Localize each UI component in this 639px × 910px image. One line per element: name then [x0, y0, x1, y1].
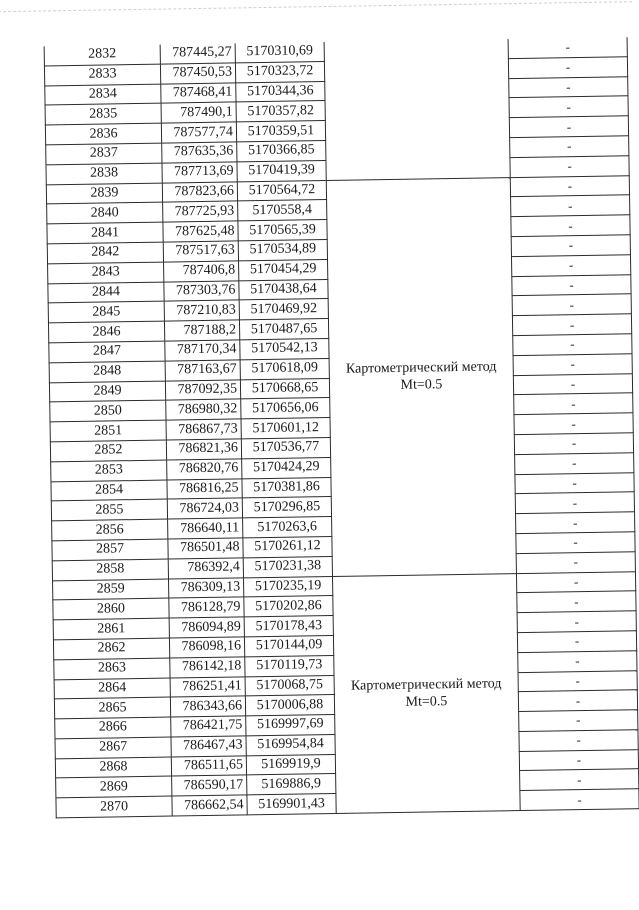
method-cell-empty	[324, 39, 510, 180]
coordinate-y-cell: 5170668,65	[240, 378, 329, 399]
point-number-cell: 2834	[45, 84, 161, 106]
point-number-cell: 2833	[44, 64, 160, 86]
point-number-cell: 2867	[55, 737, 171, 759]
note-cell: -	[516, 571, 635, 593]
coordinates-table	[44, 37, 639, 818]
coordinate-x-cell: 786821,36	[166, 439, 241, 460]
note-cell: -	[512, 294, 631, 316]
coordinate-x-cell: 787450,53	[160, 63, 235, 84]
point-number-cell: 2836	[45, 123, 161, 145]
point-number-cell: 2838	[46, 163, 162, 185]
point-number-cell: 2837	[46, 143, 162, 165]
note-cell: -	[512, 314, 631, 336]
coordinate-y-cell: 5170323,72	[235, 61, 324, 82]
point-number-cell: 2864	[54, 678, 170, 700]
coordinate-x-cell: 786251,41	[170, 676, 245, 697]
note-cell: -	[508, 57, 627, 79]
point-number-cell: 2841	[47, 222, 163, 244]
coordinate-y-cell: 5170536,77	[241, 437, 330, 458]
coordinate-x-cell: 787406,8	[164, 261, 239, 282]
coordinate-x-cell: 786867,73	[166, 419, 241, 440]
coordinate-y-cell: 5170366,85	[237, 141, 326, 162]
coordinate-x-cell: 786662,54	[172, 795, 247, 816]
note-cell: -	[516, 551, 635, 573]
note-cell: -	[514, 413, 633, 435]
coordinate-y-cell: 5170419,39	[237, 160, 326, 181]
note-cell: -	[517, 631, 636, 653]
method-name: Картометрический метод	[350, 676, 502, 694]
note-cell: -	[520, 789, 639, 811]
coordinate-x-cell: 786590,17	[172, 775, 247, 796]
coordinate-x-cell: 787445,27	[160, 43, 235, 63]
point-number-cell: 2852	[50, 440, 166, 462]
note-cell: -	[509, 116, 628, 138]
coordinate-y-cell: 5170487,65	[239, 319, 328, 340]
note-cell: -	[509, 96, 628, 118]
coordinate-x-cell: 787303,76	[164, 280, 239, 301]
point-number-cell: 2869	[56, 777, 172, 799]
coordinate-y-cell: 5170438,64	[239, 279, 328, 300]
coordinate-x-cell: 787092,35	[165, 379, 240, 400]
point-number-cell: 2870	[56, 796, 172, 818]
coordinate-x-cell: 787490,1	[161, 102, 236, 123]
coordinate-x-cell: 787725,93	[163, 201, 238, 222]
coordinate-x-cell: 786501,48	[168, 538, 243, 559]
coordinate-x-cell: 787625,48	[163, 221, 238, 242]
point-number-cell: 2854	[51, 480, 167, 502]
coordinate-x-cell: 787577,74	[161, 122, 236, 143]
point-number-cell: 2860	[53, 598, 169, 620]
point-number-cell: 2843	[48, 262, 164, 284]
method-cell	[326, 177, 516, 576]
point-number-cell: 2851	[50, 420, 166, 442]
coordinate-x-cell: 786309,13	[168, 577, 243, 598]
note-cell: -	[511, 215, 630, 237]
coordinate-x-cell: 786094,89	[169, 617, 244, 638]
note-cell: -	[511, 195, 630, 217]
point-number-cell: 2862	[53, 638, 169, 660]
point-number-cell: 2861	[53, 618, 169, 640]
coordinate-y-cell: 5170119,73	[245, 655, 334, 676]
coordinate-y-cell: 5170144,09	[244, 635, 333, 656]
coordinate-y-cell: 5170564,72	[237, 180, 326, 201]
point-number-cell: 2842	[47, 242, 163, 264]
point-number-cell: 2857	[52, 539, 168, 561]
coordinate-y-cell: 5170310,69	[235, 42, 324, 63]
note-cell: -	[520, 769, 639, 791]
note-cell: -	[510, 136, 629, 158]
coordinate-x-cell: 786142,18	[170, 657, 245, 678]
note-cell: -	[513, 373, 632, 395]
note-cell: -	[515, 492, 634, 514]
note-cell: -	[511, 235, 630, 257]
note-cell: -	[516, 512, 635, 534]
coordinate-y-cell: 5170558,4	[238, 200, 327, 221]
coordinate-x-cell: 786343,66	[170, 696, 245, 717]
note-cell: -	[515, 472, 634, 494]
coordinate-x-cell: 787210,83	[164, 300, 239, 321]
method-cell	[332, 573, 520, 813]
coordinate-y-cell: 5170454,29	[239, 259, 328, 280]
coordinates-table-body	[44, 37, 639, 818]
coordinate-y-cell: 5169886,9	[247, 774, 336, 795]
note-cell: -	[509, 76, 628, 98]
coordinate-y-cell: 5170344,36	[236, 81, 325, 102]
coordinate-y-cell: 5170068,75	[245, 675, 334, 696]
point-number-cell: 2846	[48, 321, 164, 343]
coordinate-x-cell: 786820,76	[167, 459, 242, 480]
point-number-cell: 2853	[51, 460, 167, 482]
coordinate-y-cell: 5170006,88	[245, 695, 334, 716]
coordinate-y-cell: 5169954,84	[246, 734, 335, 755]
note-cell: -	[517, 611, 636, 633]
coordinate-y-cell: 5170178,43	[244, 616, 333, 637]
method-name: Картометрический метод	[345, 359, 497, 377]
note-cell: -	[514, 433, 633, 455]
coordinate-y-cell: 5170235,19	[243, 576, 332, 597]
note-cell: -	[518, 650, 637, 672]
coordinate-y-cell: 5170359,51	[236, 121, 325, 142]
point-number-cell: 2835	[45, 104, 161, 126]
point-number-cell: 2863	[54, 658, 170, 680]
coordinate-x-cell: 787823,66	[162, 182, 237, 203]
note-cell: -	[518, 690, 637, 712]
note-cell: -	[515, 452, 634, 474]
point-number-cell: 2839	[46, 183, 162, 205]
coordinate-x-cell: 786098,16	[169, 637, 244, 658]
coordinate-x-cell: 787635,36	[162, 142, 237, 163]
top-scan-edge	[0, 1, 632, 13]
coordinate-x-cell: 787170,34	[165, 340, 240, 361]
coordinate-y-cell: 5170263,6	[243, 517, 332, 538]
coordinate-x-cell: 787713,69	[162, 162, 237, 183]
method-accuracy: Mt=0.5	[405, 693, 448, 710]
coordinate-y-cell: 5170565,39	[238, 220, 327, 241]
coordinate-y-cell: 5170296,85	[242, 497, 331, 518]
coordinate-y-cell: 5170469,92	[239, 299, 328, 320]
point-number-cell: 2858	[52, 559, 168, 581]
note-cell: -	[513, 334, 632, 356]
note-cell: -	[516, 532, 635, 554]
coordinate-y-cell: 5169997,69	[246, 715, 335, 736]
point-number-cell: 2832	[44, 45, 160, 66]
note-cell: -	[517, 591, 636, 613]
coordinate-x-cell: 786816,25	[167, 478, 242, 499]
note-cell: -	[513, 353, 632, 375]
note-cell: -	[510, 156, 629, 178]
method-accuracy: Mt=0.5	[400, 377, 443, 393]
coordinate-x-cell: 786640,11	[168, 518, 243, 539]
point-number-cell: 2849	[49, 381, 165, 403]
point-number-cell: 2865	[54, 697, 170, 719]
note-cell: -	[510, 175, 629, 197]
note-cell: -	[519, 749, 638, 771]
coordinate-y-cell: 5170202,86	[244, 596, 333, 617]
coordinate-y-cell: 5170601,12	[241, 418, 330, 439]
coordinate-x-cell: 786980,32	[166, 399, 241, 420]
point-number-cell: 2868	[55, 757, 171, 779]
point-number-cell: 2840	[47, 202, 163, 224]
coordinate-y-cell: 5170534,89	[238, 239, 327, 260]
coordinate-y-cell: 5170424,29	[242, 457, 331, 478]
coordinate-x-cell: 787188,2	[164, 320, 239, 341]
coordinate-y-cell: 5170656,06	[241, 398, 330, 419]
coordinate-x-cell: 787163,67	[165, 360, 240, 381]
note-cell: -	[512, 274, 631, 296]
coordinate-x-cell: 786421,75	[171, 716, 246, 737]
point-number-cell: 2845	[48, 301, 164, 323]
coordinate-x-cell: 787517,63	[163, 241, 238, 262]
coordinate-y-cell: 5170618,09	[240, 358, 329, 379]
point-number-cell: 2859	[53, 579, 169, 601]
coordinate-x-cell: 787468,41	[161, 83, 236, 104]
coordinate-y-cell: 5170261,12	[243, 536, 332, 557]
point-number-cell: 2850	[50, 400, 166, 422]
coordinate-x-cell: 786392,4	[168, 558, 243, 579]
point-number-cell: 2848	[49, 361, 165, 383]
coordinate-x-cell: 786128,79	[169, 597, 244, 618]
point-number-cell: 2847	[49, 341, 165, 363]
note-cell: -	[519, 730, 638, 752]
point-number-cell: 2855	[51, 499, 167, 521]
coordinate-x-cell: 786724,03	[167, 498, 242, 519]
note-cell: -	[514, 393, 633, 415]
note-cell: -	[508, 37, 627, 58]
note-cell: -	[519, 710, 638, 732]
coordinate-y-cell: 5170231,38	[243, 556, 332, 577]
point-number-cell: 2856	[52, 519, 168, 541]
note-cell: -	[511, 255, 630, 277]
coordinate-y-cell: 5170357,82	[236, 101, 325, 122]
coordinate-y-cell: 5170381,86	[242, 477, 331, 498]
coordinate-y-cell: 5170542,13	[240, 338, 329, 359]
point-number-cell: 2844	[48, 282, 164, 304]
note-cell: -	[518, 670, 637, 692]
coordinate-y-cell: 5169901,43	[247, 794, 336, 815]
coordinate-x-cell: 786511,65	[171, 756, 246, 777]
point-number-cell: 2866	[55, 717, 171, 739]
coordinate-x-cell: 786467,43	[171, 736, 246, 757]
coordinate-y-cell: 5169919,9	[246, 754, 335, 775]
